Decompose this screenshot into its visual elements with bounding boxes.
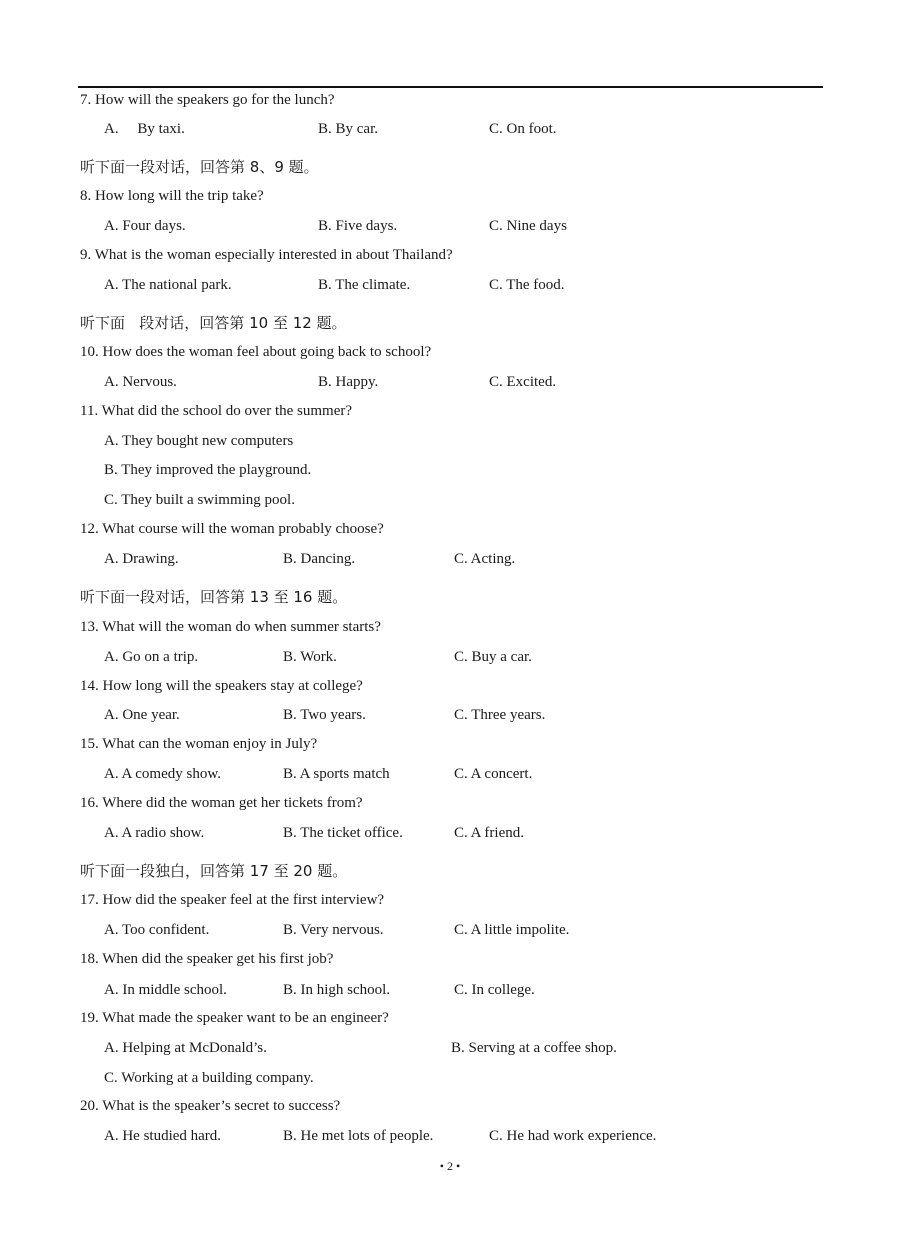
question-15: 15. What can the woman enjoy in July?: [80, 736, 318, 752]
option-16-b: B. The ticket office.: [283, 825, 403, 841]
option-20-c: C. He had work experience.: [489, 1128, 657, 1144]
option-17-c: C. A little impolite.: [454, 922, 570, 938]
option-9-c: C. The food.: [489, 277, 565, 293]
question-14: 14. How long will the speakers stay at college?: [80, 678, 363, 694]
option-7-c: C. On foot.: [489, 121, 557, 137]
option-10-a: A. Nervous.: [104, 374, 177, 390]
option-19-a: A. Helping at McDonald’s.: [104, 1040, 267, 1056]
option-17-b: B. Very nervous.: [283, 922, 384, 938]
option-11-c: C. They built a swimming pool.: [104, 492, 295, 508]
option-13-b: B. Work.: [283, 649, 337, 665]
question-12: 12. What course will the woman probably choose?: [80, 521, 384, 537]
option-12-b: B. Dancing.: [283, 551, 356, 567]
question-19: 19. What made the speaker want to be an engineer?: [80, 1010, 389, 1026]
question-17: 17. How did the speaker feel at the first interview?: [80, 892, 385, 908]
section-heading-17-20: 听下面一段独白，回答第 17 至 20 题。: [80, 862, 348, 880]
question-11: 11. What did the school do over the summer?: [80, 403, 353, 419]
question-8: 8. How long will the trip take?: [80, 188, 264, 204]
option-19-b: B. Serving at a coffee shop.: [451, 1040, 617, 1056]
option-8-c: C. Nine days: [489, 218, 567, 234]
option-14-c: C. Three years.: [454, 707, 546, 723]
question-18: 18. When did the speaker get his first job?: [80, 951, 334, 967]
option-14-a: A. One year.: [104, 707, 180, 723]
top-rule: [78, 86, 823, 88]
option-19-c: C. Working at a building company.: [104, 1070, 314, 1086]
section-heading-13-16: 听下面一段对话，回答第 13 至 16 题。: [80, 588, 348, 606]
option-7-b: B. By car.: [318, 121, 378, 137]
option-13-a: A. Go on a trip.: [104, 649, 199, 665]
option-12-c: C. Acting.: [454, 551, 516, 567]
option-16-c: C. A friend.: [454, 825, 524, 841]
option-18-c: C. In college.: [454, 982, 535, 998]
option-8-a: A. Four days.: [104, 218, 186, 234]
option-15-b: B. A sports match: [283, 766, 390, 782]
option-12-a: A. Drawing.: [104, 551, 179, 567]
option-20-a: A. He studied hard.: [104, 1128, 222, 1144]
question-7: 7. How will the speakers go for the lunch?: [80, 92, 335, 108]
option-10-c: C. Excited.: [489, 374, 557, 390]
question-16: 16. Where did the woman get her tickets from?: [80, 795, 363, 811]
page-number: • 2 •: [439, 1159, 461, 1173]
option-17-a: A. Too confident.: [104, 922, 210, 938]
option-10-b: B. Happy.: [318, 374, 379, 390]
option-11-a: A. They bought new computers: [104, 433, 294, 449]
question-20: 20. What is the speaker’s secret to success?: [80, 1098, 341, 1114]
option-9-a: A. The national park.: [104, 277, 232, 293]
option-13-c: C. Buy a car.: [454, 649, 532, 665]
option-15-c: C. A concert.: [454, 766, 533, 782]
question-10: 10. How does the woman feel about going back to school?: [80, 344, 432, 360]
option-8-b: B. Five days.: [318, 218, 398, 234]
option-9-b: B. The climate.: [318, 277, 411, 293]
option-15-a: A. A comedy show.: [104, 766, 221, 782]
question-13: 13. What will the woman do when summer starts?: [80, 619, 381, 635]
option-14-b: B. Two years.: [283, 707, 366, 723]
option-11-b: B. They improved the playground.: [104, 462, 312, 478]
option-18-a: A. In middle school.: [104, 982, 227, 998]
question-9: 9. What is the woman especially interested in about Thailand?: [80, 247, 453, 263]
option-18-b: B. In high school.: [283, 982, 391, 998]
section-heading-10-12: 听下面 段对话，回答第 10 至 12 题。: [80, 314, 347, 332]
section-heading-8-9: 听下面一段对话，回答第 8、9 题。: [80, 158, 319, 176]
option-20-b: B. He met lots of people.: [283, 1128, 434, 1144]
option-16-a: A. A radio show.: [104, 825, 205, 841]
option-7-a: A. By taxi.: [104, 121, 185, 137]
